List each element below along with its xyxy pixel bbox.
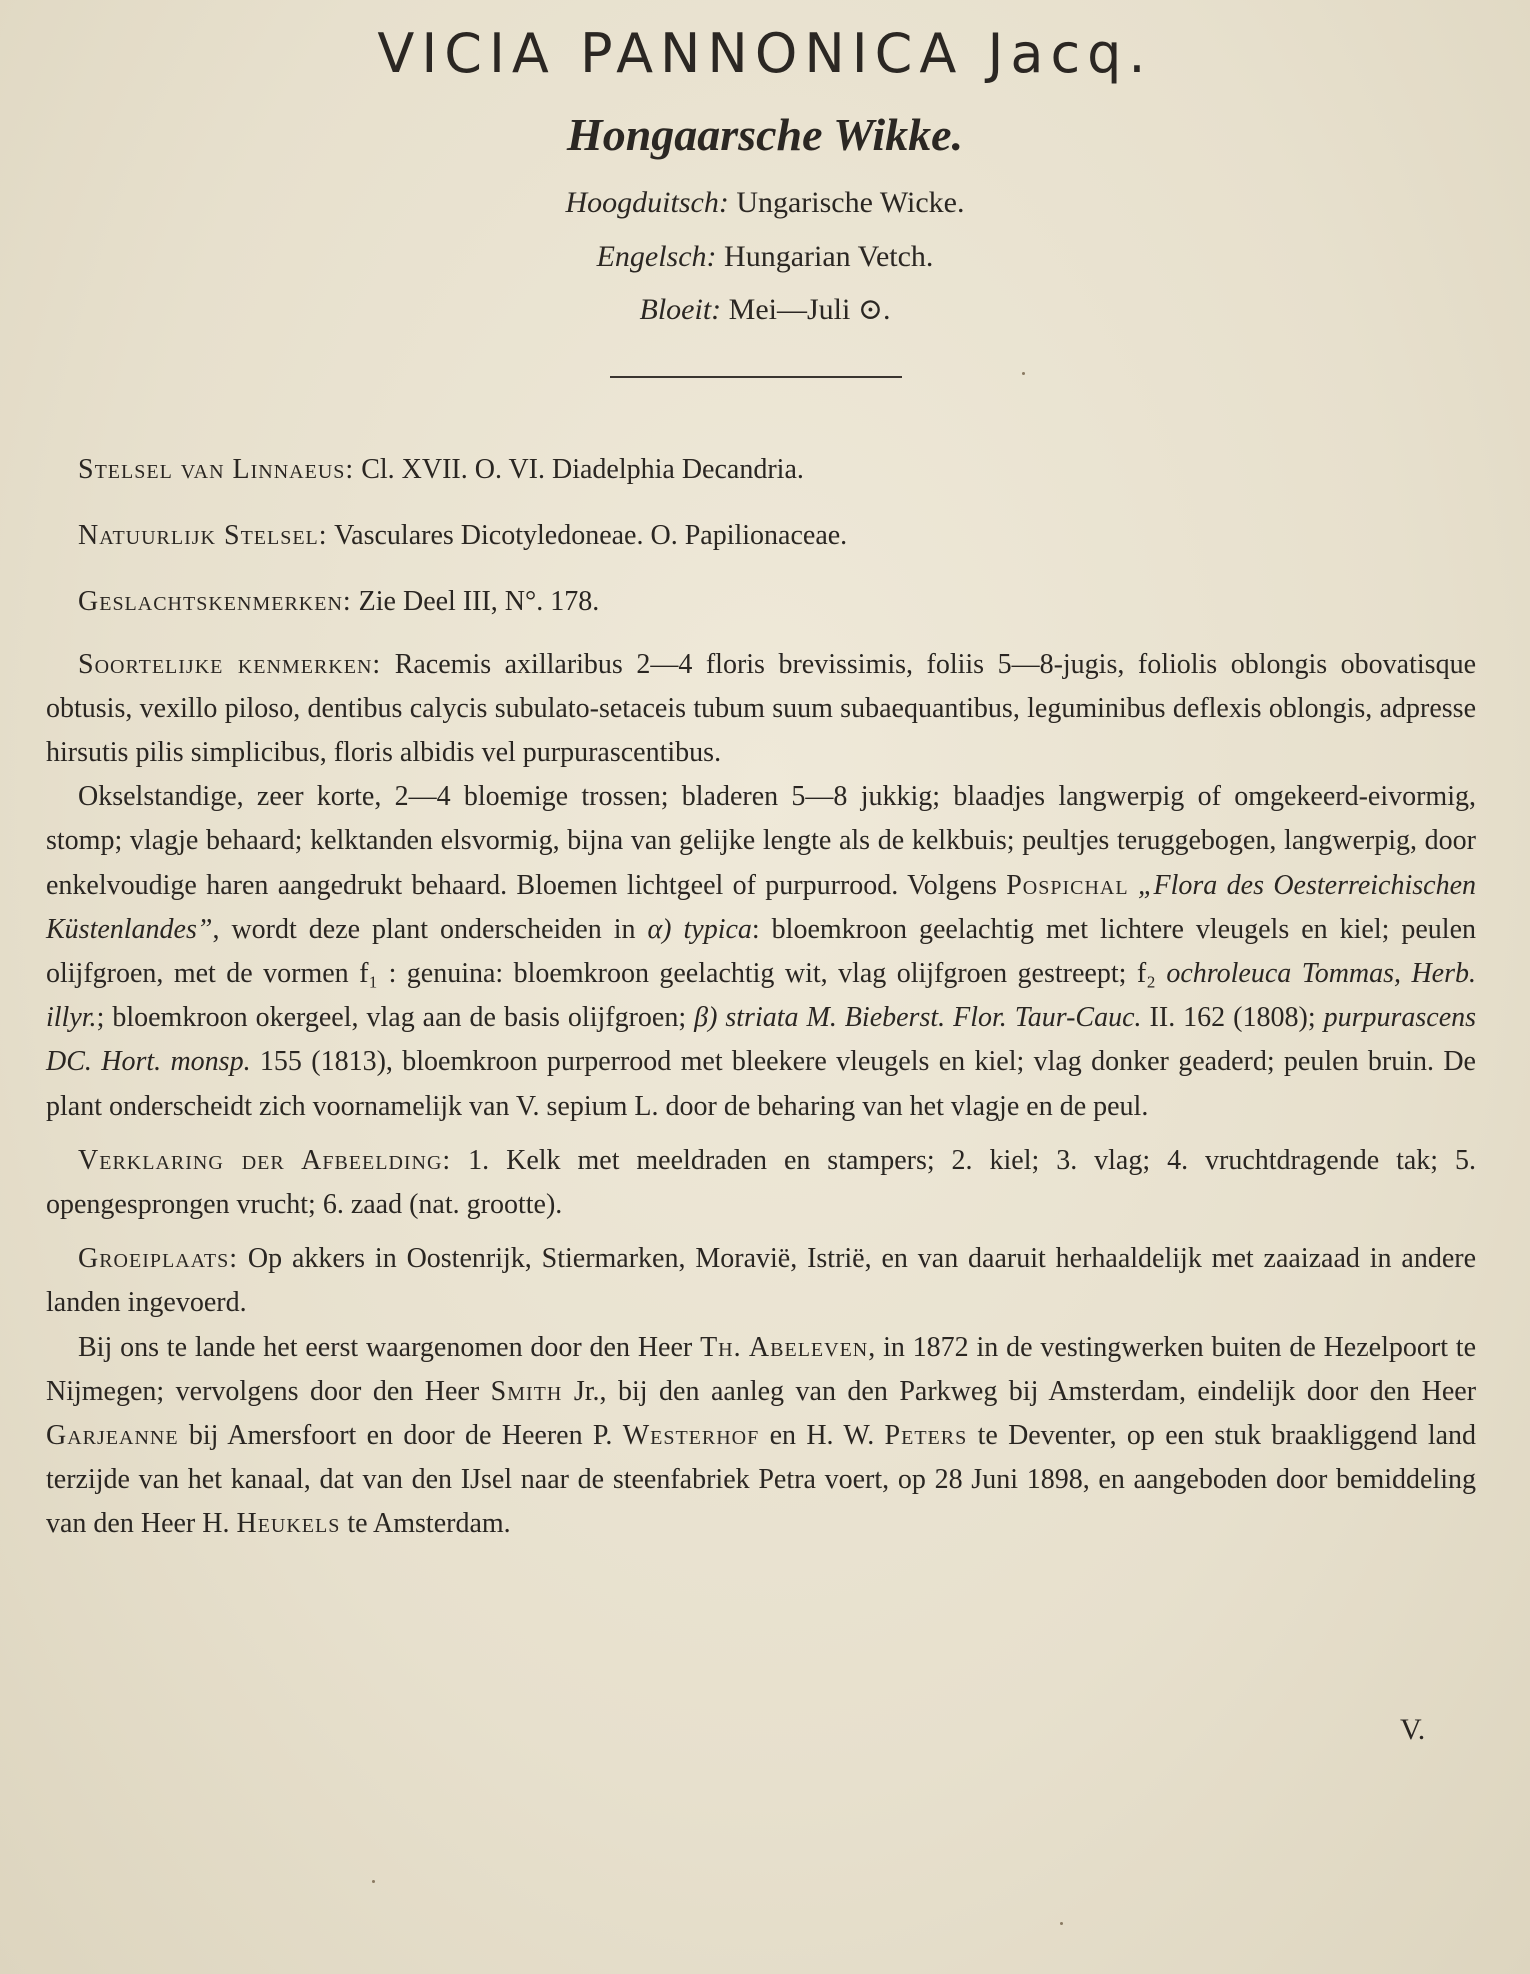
find-text: te Amsterdam.	[347, 1508, 511, 1540]
section-text: Zie Deel III, N°. 178.	[358, 586, 600, 618]
name-german-label: Hoogduitsch:	[565, 186, 729, 219]
person-name: Garjeanne	[46, 1420, 179, 1452]
section-text: 1. Kelk met meeldraden en stampers; 2. kiel; 3. vlag; 4. vruchtdragende tak; 5. opengesprongen vrucht; 6. zaad (nat. grootte).	[46, 1144, 1477, 1221]
find-text: Bij ons te lande het eerst waargenomen door den Heer	[78, 1331, 693, 1363]
section-text: Racemis axillaribus 2—4 floris brevissimis, foliis 5—8-jugis, foliolis oblongis obovatisque obtusis, vexillo piloso, dentibus calycis subulato-setaceis tubum suum subaequantibus, leguminibus deflexis oblongis, adpresse hirsutis pilis simplicibus, floris albidis vel purpurascentibus.	[46, 648, 1476, 769]
variety-name: α) typica	[647, 913, 752, 945]
section-label: Groeiplaats:	[78, 1243, 239, 1275]
person-name: Smith	[490, 1375, 563, 1407]
variety-name: β) striata M. Bieberst. Flor. Taur-Cauc.	[694, 1002, 1142, 1034]
section-label: Natuurlijk Stelsel:	[78, 520, 328, 552]
section-linnaeus	[46, 448, 1476, 492]
variety-name: ochroleuca Tommas, Herb. illyr.	[46, 958, 1477, 1034]
page-subtitle: Hongaarsche Wikke.	[566, 109, 964, 160]
desc-text: , wordt deze plant onderscheiden in	[212, 913, 636, 945]
bloom-period-value: Mei—Juli ⊙.	[728, 293, 891, 326]
page-title: VICIA PANNONICA Jacq.	[377, 22, 1153, 85]
find-text: bij Amersfoort en door de Heeren P.	[188, 1420, 613, 1452]
section-geslacht	[46, 580, 1476, 624]
section-label: Verklaring der Afbeelding:	[78, 1144, 452, 1176]
section-text: Op akkers in Oostenrijk, Stiermarken, Moravië, Istrië, en van daaruit herhaaldelijk met zaaizaad in andere landen ingevoerd.	[46, 1243, 1477, 1319]
section-text: Vasculares Dicotyledoneae. O. Papilionaceae.	[334, 520, 848, 552]
bloom-period	[0, 292, 1530, 327]
name-german-value: Ungarische Wicke.	[736, 186, 965, 219]
name-english	[0, 240, 1530, 274]
work-title: „Flora des Oesterreichischen Küstenlandes”	[46, 869, 1477, 945]
paper-speck	[1022, 372, 1025, 375]
find-text: te Deventer, op een stuk braakliggend land terzijde van het kanaal, dat van den IJsel naar de steenfabriek Petra voert, op 28 Juni 1898, en aangeboden door bemiddeling van den Heer H.	[46, 1420, 1477, 1540]
desc-text: 155 (1813), bloemkroon purperrood met bleekere vleugels en kiel; vlag donker geaderd; peulen bruin. De plant onderscheidt zich voornamelijk van V. sepium L. door de beharing van het vlagje en de peul.	[46, 1046, 1476, 1122]
author-signature: V.	[1400, 1713, 1426, 1746]
name-english-value: Hungarian Vetch.	[724, 240, 934, 273]
author-name: Pospichal	[1006, 869, 1129, 901]
person-name: Heukels	[236, 1508, 341, 1540]
person-name: Westerhof	[622, 1420, 760, 1452]
body-text	[46, 448, 1476, 1547]
find-text: Jr., bij den aanleg van den Parkweg bij Amsterdam, eindelijk door den Heer	[573, 1375, 1477, 1407]
desc-text: ; bloemkroon okergeel, vlag aan de basis olijfgroen;	[96, 1002, 687, 1034]
desc-text: II. 162 (1808);	[1149, 1002, 1316, 1034]
section-natuurlijk	[46, 514, 1476, 558]
bloom-period-label: Bloeit:	[639, 293, 722, 326]
variety-name: purpurascens DC. Hort. monsp.	[46, 1002, 1477, 1078]
paper-speck	[372, 1880, 375, 1883]
section-label: Stelsel van Linnaeus:	[78, 454, 355, 485]
desc-text: : bloemkroon geelachtig met lichtere vleugels en kiel; peulen olijfgroen, met de vormen f₁ : genuina: bloemkroon geelachtig wit, vlag olijfgroen gestreept; f₂	[46, 913, 1476, 990]
section-beschrijving	[46, 775, 1476, 1129]
section-verklaring	[46, 1139, 1476, 1227]
name-german	[0, 186, 1530, 220]
find-text: , in 1872 in de vestingwerken buiten de Hezelpoort te Nijmegen; vervolgens door den Heer	[46, 1331, 1477, 1407]
section-label: Geslachtskenmerken:	[78, 586, 352, 618]
name-english-label: Engelsch:	[596, 240, 717, 273]
paper-speck	[1060, 1922, 1063, 1925]
section-label: Soortelijke kenmerken:	[78, 648, 382, 680]
find-text: en H. W.	[769, 1420, 875, 1452]
desc-text: Okselstandige, zeer korte, 2—4 bloemige trossen; bladeren 5—8 jukkig; blaadjes langwerpig of omgekeerd-eivormig, stomp; vlagje behaard; kelktanden elsvormig, bijna van gelijke lengte als de kelkbuis; peultjes teruggebogen, langwerpig, door enkelvoudige haren aangedrukt behaard. Bloemen lichtgeel of purpurrood. Volgens	[46, 781, 1476, 901]
section-text: Cl. XVII. O. VI. Diadelphia Decandria.	[361, 454, 804, 485]
person-name: Peters	[884, 1420, 968, 1452]
person-name: Th. Abeleven	[700, 1331, 869, 1363]
section-groeiplaats	[46, 1237, 1476, 1325]
section-vondst	[46, 1326, 1476, 1547]
section-soort	[46, 643, 1476, 776]
divider	[610, 376, 902, 378]
